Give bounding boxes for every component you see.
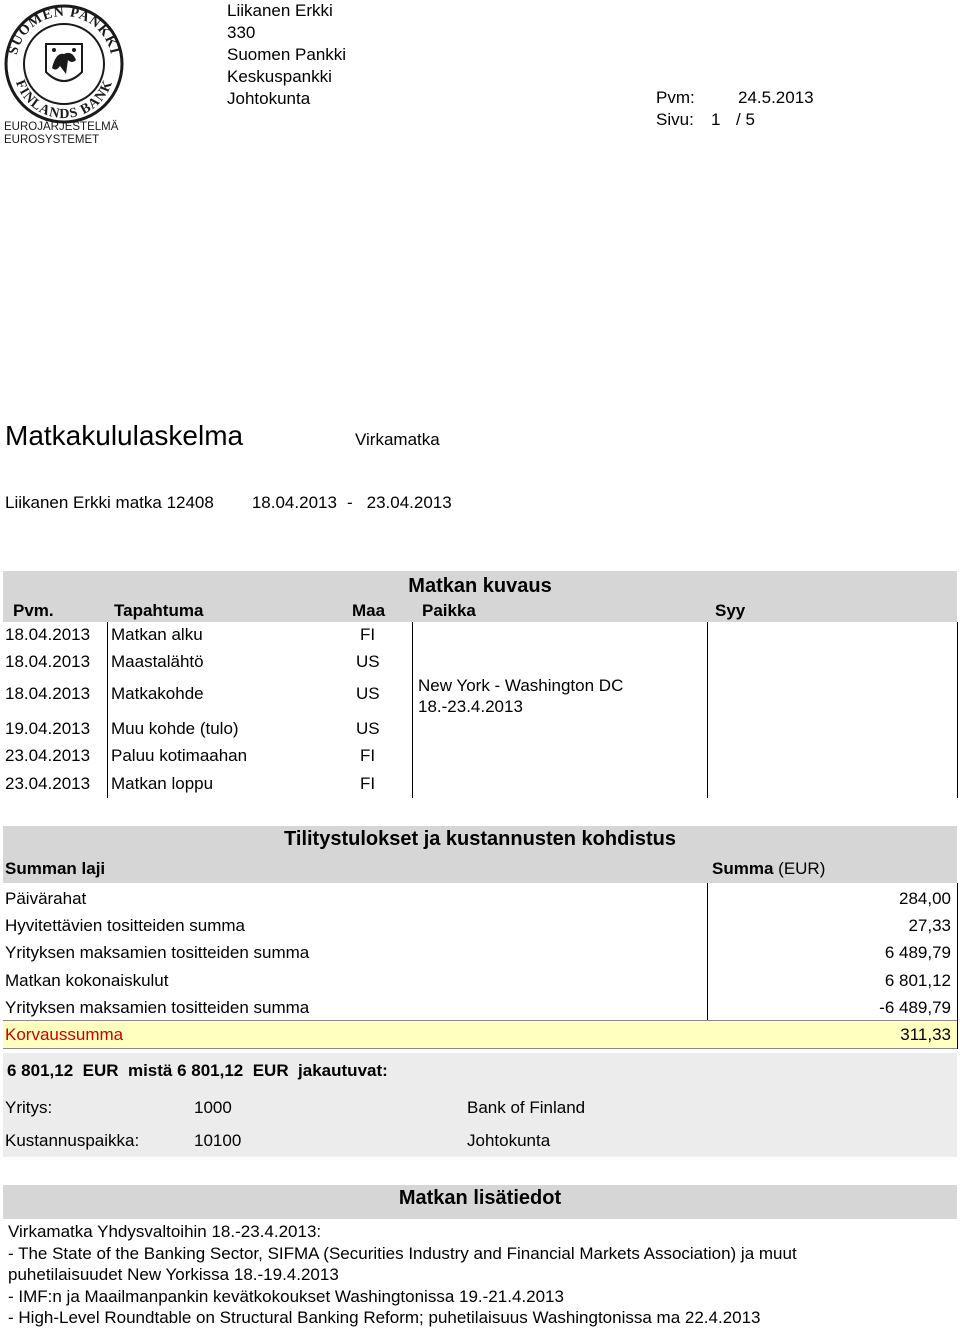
row-country: US [356, 652, 380, 671]
sum-value: 27,33 [908, 916, 951, 935]
sum-value: 284,00 [899, 889, 951, 908]
allocation-label: Yritys: [5, 1098, 53, 1117]
place-dates: 18.-23.4.2013 [418, 697, 523, 716]
trip-end-date: 23.04.2013 [366, 493, 452, 512]
info-line: Virkamatka Yhdysvaltoihin 18.-23.4.2013: [8, 1222, 322, 1241]
page-label: Sivu: [656, 110, 694, 129]
row-country: US [356, 684, 380, 703]
page-total: / 5 [736, 110, 755, 129]
row-date: 23.04.2013 [5, 746, 91, 765]
sum-label: Matkan kokonaiskulut [5, 971, 169, 990]
row-event: Paluu kotimaahan [111, 746, 248, 765]
info-line: - IMF:n ja Maailmanpankin kevätkokoukset Washingtonissa 19.-21.4.2013 [8, 1286, 564, 1306]
column-header-pvm: Pvm. [13, 601, 54, 620]
row-country: FI [360, 625, 376, 644]
row-date: 18.04.2013 [5, 625, 91, 644]
info-line: - High-Level Roundtable on Structural Banking Reform; puhetilaisuus Washingtonissa ma 22.4.2013 [8, 1308, 761, 1327]
allocation-summary: 6 801,12 EUR mistä 6 801,12 EUR jakautuvat: [7, 1061, 388, 1080]
header-line: Keskuspankki [227, 67, 332, 86]
additional-info [8, 1221, 797, 1329]
column-header-syy: Syy [715, 601, 746, 620]
date-label: Pvm: [656, 88, 695, 107]
column-header-summa [712, 859, 825, 879]
row-date: 19.04.2013 [5, 719, 91, 738]
sum-label: Yrityksen maksamien tositteiden summa [5, 998, 310, 1017]
row-event: Matkakohde [111, 684, 204, 703]
sum-label: Yrityksen maksamien tositteiden summa [5, 943, 310, 962]
page-number: 1 [711, 110, 721, 129]
sum-value: -6 489,79 [879, 998, 951, 1017]
document-title: Matkakululaskelma [5, 420, 244, 451]
column-header-tapahtuma: Tapahtuma [114, 601, 204, 620]
total-label: Korvaussumma [5, 1025, 124, 1044]
row-divider [3, 1048, 957, 1049]
column-divider [957, 883, 958, 1049]
column-header-paikka: Paikka [422, 601, 476, 620]
section-heading: Matkan kuvaus [408, 575, 552, 597]
header-line: Liikanen Erkki [227, 1, 333, 20]
column-divider [957, 622, 958, 798]
bank-seal-icon [2, 2, 132, 150]
allocation-name: Bank of Finland [467, 1098, 586, 1117]
row-event: Matkan alku [111, 625, 203, 644]
allocation-name: Johtokunta [467, 1131, 551, 1150]
row-event: Matkan loppu [111, 774, 214, 793]
row-date: 18.04.2013 [5, 652, 91, 671]
row-country: FI [360, 746, 376, 765]
summa-label: Summa [712, 859, 774, 878]
row-country: US [356, 719, 380, 738]
sum-label: Hyvitettävien tositteiden summa [5, 916, 245, 935]
column-divider [707, 622, 708, 798]
header-line: 330 [227, 23, 256, 42]
svg-text:FINLANDS BANK: FINLANDS BANK [12, 77, 117, 123]
allocation-code: 10100 [194, 1131, 242, 1150]
column-header-maa: Maa [352, 601, 386, 620]
allocation-label: Kustannuspaikka: [5, 1131, 140, 1150]
document-subtitle: Virkamatka [355, 430, 440, 449]
row-date: 23.04.2013 [5, 774, 91, 793]
info-line: - The State of the Banking Sector, SIFMA (Securities Industry and Financial Markets Association) ja muut [8, 1243, 797, 1263]
header-line: Suomen Pankki [227, 45, 347, 64]
column-divider [107, 622, 108, 798]
svg-text:SUOMEN PANKKI: SUOMEN PANKKI [6, 4, 122, 57]
letter-header [227, 0, 346, 110]
column-divider [412, 622, 413, 798]
allocation-code: 1000 [194, 1098, 232, 1117]
total-value: 311,33 [900, 1025, 951, 1044]
sum-value: 6 489,79 [884, 943, 951, 962]
header-line: Johtokunta [227, 89, 311, 108]
row-date: 18.04.2013 [5, 684, 91, 703]
place-value: New York - Washington DC [418, 676, 624, 695]
trip-line [5, 493, 452, 513]
info-line: puhetilaisuudet New Yorkissa 18.-19.4.2013 [8, 1265, 339, 1284]
svg-text:EUROSYSTEMET: EUROSYSTEMET [4, 134, 100, 146]
row-event: Muu kohde (tulo) [111, 719, 239, 738]
currency-unit: (EUR) [778, 859, 826, 878]
bank-logo [2, 2, 132, 150]
trip-start-date: 18.04.2013 [251, 493, 337, 512]
trip-name: Liikanen Erkki matka 12408 [5, 493, 214, 512]
section-heading: Matkan lisätiedot [398, 1187, 562, 1209]
sum-value: 6 801,12 [884, 971, 951, 990]
row-divider [3, 1020, 957, 1021]
section-heading: Tilitystulokset ja kustannusten kohdistus [284, 828, 676, 850]
date-value: 24.5.2013 [738, 88, 814, 107]
date-separator: - [346, 493, 353, 512]
column-header-summan-laji: Summan laji [5, 859, 106, 878]
sum-label: Päivärahat [5, 889, 87, 908]
svg-text:EUROJÄRJESTELMÄ: EUROJÄRJESTELMÄ [4, 121, 119, 133]
total-highlight [3, 1021, 957, 1048]
row-country: FI [360, 774, 376, 793]
row-event: Maastalähtö [111, 652, 204, 671]
